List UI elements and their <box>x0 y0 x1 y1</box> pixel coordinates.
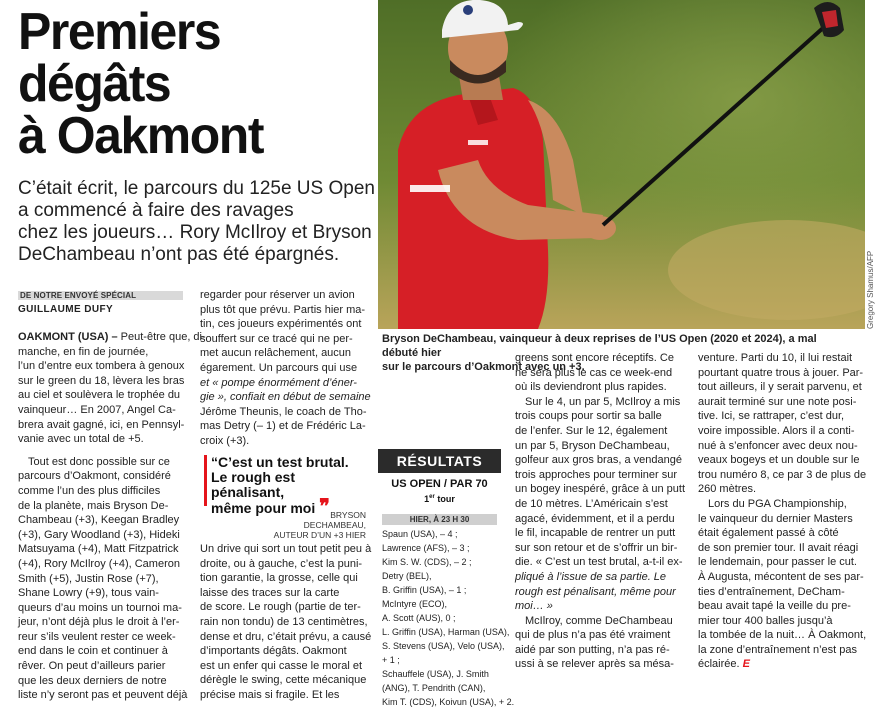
article-line: voire impossible. Alors il a conti- <box>698 424 855 437</box>
article-line: Tout est donc possible sur ce <box>28 455 170 468</box>
article-line: de l’enfer. Sur le 12, également <box>515 424 668 437</box>
result-row: A. Scott (AUS), 0 ; <box>382 613 456 623</box>
article-line: tion garantie, la grosse, celle qui <box>200 572 358 585</box>
headline <box>18 3 354 165</box>
article-line: sur son retour et de s’offrir un bir- <box>515 541 678 554</box>
article-line: le fil, incapable de rentrer un putt <box>515 527 676 540</box>
article-line: plus tôt que prévu. Partis hier ma- <box>200 303 366 316</box>
article-line: venture. Parti du 10, il lui restait <box>698 352 853 364</box>
article-line: trois approches pour terminer sur <box>515 468 678 481</box>
article-line-rest: Peut-être que, di- <box>117 331 206 343</box>
article-line: au ciel et soulèvera le trophée du <box>18 389 181 402</box>
article-line: de score. Le rough (partie de ter- <box>200 601 361 614</box>
standfirst-line: DeChambeau n’ont pas été épargnés. <box>18 244 340 265</box>
article-line: tout ailleurs, il y serait parvenu, et <box>698 381 862 394</box>
article-column-5 <box>698 351 866 672</box>
article-line: queurs d’au moins un tournoi ma- <box>18 601 182 614</box>
photo <box>378 0 865 329</box>
article-line: nué à s’enfoncer avec deux nou- <box>698 439 858 452</box>
results-round-number: 1 <box>424 494 430 504</box>
results-round <box>378 494 501 504</box>
article-line: aurait terminé sur une note posi- <box>698 395 857 408</box>
article-line: McIlroy, comme DeChambeau <box>525 614 673 627</box>
article-line: regarder pour réserver un avion <box>200 289 355 301</box>
article-line: de son premier tour. Il avait réagi <box>698 541 859 554</box>
pull-quote <box>211 455 371 516</box>
article-line: Matsuyama (+4), Matt Fitzpatrick <box>18 543 179 556</box>
article-line: ussi à se relever après sa mésa- <box>515 658 674 671</box>
article-line: rêver. On peut d’ailleurs parier <box>18 660 166 673</box>
headline-line: dégâts <box>18 55 171 113</box>
article-line: vainqueur… En 2007, Angel Ca- <box>18 403 176 416</box>
photo-credit: Gregory Shamus/AFP <box>866 250 875 329</box>
standfirst-line: chez les joueurs… Rory McIlroy et Bryson <box>18 222 372 243</box>
article-line: croix (+3). <box>200 434 250 447</box>
article-line: la tombée de la nuit… À Oakmont, <box>698 629 867 642</box>
result-row: Kim T. (CDS), Koivun (USA), + 2. <box>382 697 515 707</box>
result-row: (ANG), T. Pendrith (CAN), <box>382 683 486 693</box>
article-line: ties d’entraînement, DeCham- <box>698 585 845 598</box>
article-line: d’importants dégâts. Oakmont <box>200 645 347 658</box>
article-line: met aucun relâchement, aucun <box>200 347 352 360</box>
result-row: Lawrence (AFS), – 3 ; <box>382 543 470 553</box>
result-row: B. Griffin (USA), – 1 ; <box>382 585 467 595</box>
article-line: droite, ou à gauche, c’est la puni- <box>200 557 363 570</box>
result-row: L. Griffin (USA), Harman (USA), <box>382 627 510 637</box>
article-line: Smith (+5), Justin Rose (+7), <box>18 572 159 585</box>
article-line: le lendemain, pour passer le cut. <box>698 556 857 569</box>
quote-line: “C’est un test brutal. <box>211 454 349 470</box>
standfirst-line: C’était écrit, le parcours du 125e US Open <box>18 178 375 199</box>
article-line: trois coups pour sortir sa balle <box>515 410 662 423</box>
article-line <box>18 330 206 345</box>
article-line: Jérôme Theunis, le coach de Tho- <box>200 405 367 418</box>
byline-author: GUILLAUME DUFY <box>18 304 114 315</box>
quote-line-text: même pour moi <box>211 500 316 516</box>
article-line: aidé par son putting, n’a pas ré- <box>515 643 670 656</box>
article-line: reur s’ils veulent rester ce week- <box>18 630 176 643</box>
article-line: éclairée. E <box>698 658 750 671</box>
article-line: liste n’y seront pas et peuvent déjà <box>18 689 188 702</box>
article-line: un par 5, Bryson DeChambeau, <box>515 439 670 452</box>
article-line: Un drive qui sort un tout petit peu à <box>200 543 372 555</box>
quote-bar <box>204 455 207 506</box>
article-line: pliqué à l’issue de sa partie. Le <box>515 570 667 583</box>
article-line: Sur le 4, un par 5, McIlroy a mis <box>525 395 681 408</box>
article-line: était également passé à côté <box>698 527 839 540</box>
results-event: US OPEN / PAR 70 <box>391 478 488 490</box>
article-line: vanie avec un total de +5. <box>18 433 144 446</box>
article-line: l’un d’entre eux tombera à genoux <box>18 360 185 373</box>
article-line: sur le green du 18, lèvera les bras <box>18 374 185 387</box>
article-line: Chambeau (+3), Keegan Bradley <box>18 514 180 527</box>
article-column-2-bottom <box>200 542 372 703</box>
article-line: que les deux derniers de notre <box>18 674 167 687</box>
article-line: de 10 mètres. L’Américain s’est <box>515 497 668 510</box>
article-column-2-top <box>200 288 371 449</box>
quote-mark-icon: ❞ <box>319 496 327 518</box>
results-time: HIER, À 23 H 30 <box>382 514 497 525</box>
quote-source-line: AUTEUR D’UN +3 HIER <box>273 530 366 540</box>
headline-line: à Oakmont <box>18 107 264 165</box>
article-line: est un enfer qui casse le moral et <box>200 659 363 672</box>
article-line: un bogey inespéré, grâce à un putt <box>515 483 686 496</box>
article-line: (+3), Gary Woodland (+3), Hideki <box>18 528 180 541</box>
article-line: dense et dru, c’était prévu, a causé <box>200 630 372 643</box>
byline-label: DE NOTRE ENVOYÉ SPÉCIAL <box>20 291 137 300</box>
article-line: mas Detry (– 1) et de Frédéric La- <box>200 420 366 433</box>
article-line: souffert sur ce tracé qui ne per- <box>200 332 353 345</box>
article-line: agacé, évidemment, et il a perdu <box>515 512 675 525</box>
article-line: tin, ces joueurs expérimentés ont <box>200 318 362 331</box>
article-line: où ils deviendront plus rapides. <box>515 381 667 394</box>
article-line: beau avait tapé la veille du pre- <box>698 600 851 613</box>
end-mark-icon: E <box>739 658 750 671</box>
article-line <box>18 447 186 455</box>
results-list <box>382 527 515 709</box>
article-line: tive. Ici, se rattraper, c’est dur, <box>698 410 845 423</box>
dateline: OAKMONT (USA) – <box>18 331 118 343</box>
caption-line: Bryson DeChambeau, vainqueur à deux reprises de l’US Open (2020 et 2024), a mal débuté hier <box>382 333 817 359</box>
article-line: gie », confiait en début de semaine <box>200 391 371 404</box>
article-line: comme l’un des plus difficiles <box>18 484 161 497</box>
quote-source <box>266 510 366 540</box>
caption-line: sur le parcours d’Oakmont avec un +3. <box>382 361 585 373</box>
article-line: rain non tondu) de 13 centimètres, <box>200 615 368 628</box>
article-line: mier tour 400 balles jusqu’à <box>698 614 833 627</box>
quote-line: Le rough est pénalisant, <box>211 469 296 500</box>
article-line: laisse des traces sur la carte <box>200 586 340 599</box>
article-column-1 <box>18 330 206 703</box>
article-line: (+4), Rory McIlroy (+4), Cameron <box>18 557 180 570</box>
result-row: Spaun (USA), – 4 ; <box>382 529 458 539</box>
result-row: McIntyre (ECO), <box>382 599 448 609</box>
article-line: et « pompe énormément d’éner- <box>200 376 357 389</box>
article-line: jeur, n’ont déjà plus le droit à l’er- <box>18 616 180 629</box>
article-line: rough est pénalisant, même pour <box>515 585 676 598</box>
article-line: pourtant quatre trous à jouer. Par- <box>698 366 864 379</box>
results-round-sup: er <box>429 494 435 500</box>
article-line: Lors du PGA Championship, <box>708 497 847 510</box>
article-line: brera avait gagné, ici, en Pennsyl- <box>18 418 185 431</box>
article-line: Shane Lowry (+9), tous vain- <box>18 587 159 600</box>
results-round-rest: tour <box>434 494 455 504</box>
result-row: Schauffele (USA), J. Smith <box>382 669 489 679</box>
article-line: qui de plus n’a pas été vraiment <box>515 629 671 642</box>
article-line: ne sera plus le cas ce week-end <box>515 366 673 379</box>
article-line: die. « C’est un test brutal, a-t-il ex- <box>515 556 683 569</box>
article-line: À Augusta, mécontent de ses par- <box>698 570 864 583</box>
result-row: Detry (BEL), <box>382 571 432 581</box>
result-row: + 1 ; <box>382 655 400 665</box>
standfirst-line: a commencé à faire des ravages <box>18 200 294 221</box>
article-line: 260 mètres. <box>698 483 757 496</box>
article-line: parcours d’Oakmont, considéré <box>18 470 171 483</box>
article-line: greens sont encore réceptifs. Ce <box>515 352 674 364</box>
headline-line: Premiers <box>18 3 221 61</box>
article-line: égarement. Un parcours qui use <box>200 361 358 374</box>
article-line: veaux bogeys et un double sur le <box>698 454 860 467</box>
article-line: de la planète, mais Bryson De- <box>18 499 169 512</box>
article-column-4 <box>515 351 687 672</box>
quote-source-line: BRYSON DECHAMBEAU, <box>303 510 366 530</box>
article-line: golfeur aux gros bras, a vendangé <box>515 454 682 467</box>
article-line: précise mais si fragile. Et les <box>200 688 340 701</box>
result-row: Kim S. W. (CDS), – 2 ; <box>382 557 472 567</box>
article-line: dérègle le swing, cette mécanique <box>200 674 367 687</box>
golfer-photo <box>378 0 865 329</box>
article-line: end dans le coin et continuer à <box>18 645 168 658</box>
article-lines <box>18 345 186 703</box>
article-line: le vainqueur du dernier Masters <box>698 512 853 525</box>
article-line: manche, en fin de journée, <box>18 345 149 358</box>
article-line: moi… » <box>515 600 553 613</box>
article-line: trou numéro 8, ce par 3 de plus de <box>698 468 867 481</box>
results-title: RÉSULTATS <box>378 449 501 473</box>
standfirst <box>18 178 378 266</box>
article-line: la zone d’entraînement n’est pas <box>698 643 857 656</box>
result-row: S. Stevens (USA), Velo (USA), <box>382 641 505 651</box>
